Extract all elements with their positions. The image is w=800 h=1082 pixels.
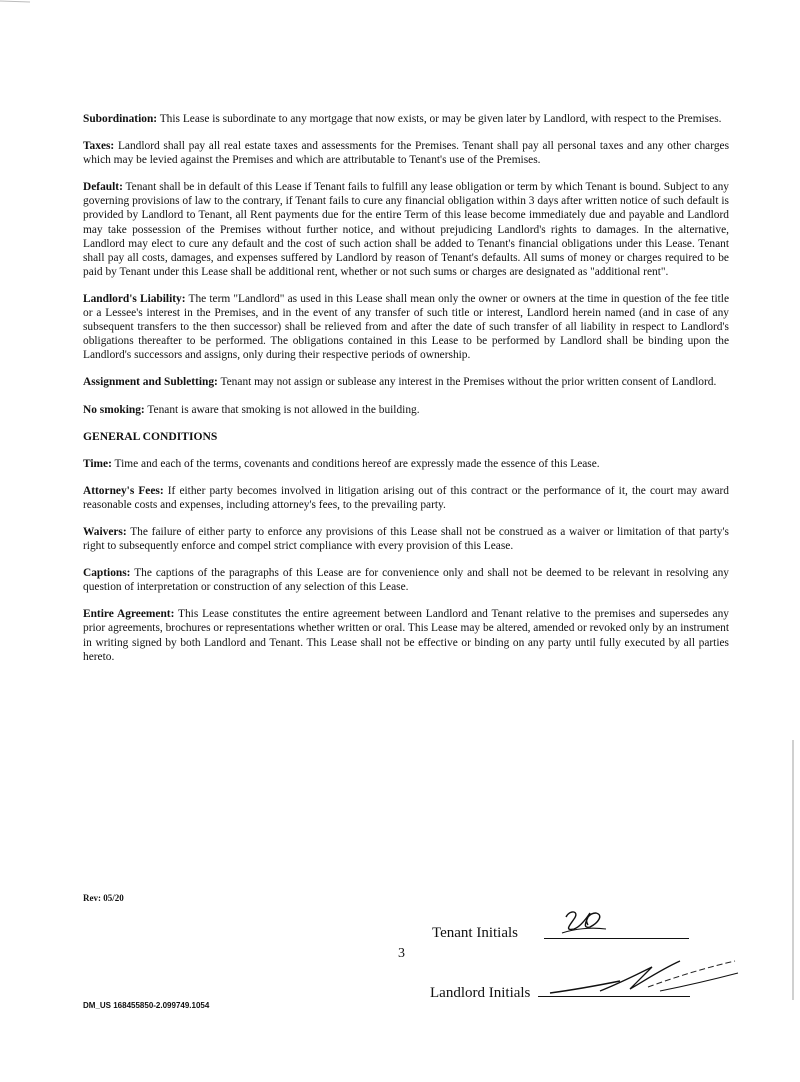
page-number: 3 xyxy=(398,946,405,961)
landlord-initials-label: Landlord Initials xyxy=(430,985,531,1001)
default-text: Tenant shall be in default of this Lease if Tenant fails to fulfill any lease obligation or term by which Tenant is bound. Subject to any governing provisions of law to the contrary, if Tenant fails to cure any financial obligation within 3 days after written notice of such default is provided by Landlord to Tenant, all Rent payments due for the entire Term of this lease become immediately due and payable and Landlord may take possession of the Premises without further notice, and without prejudicing Landlord's rights to damages. In the alternative, Landlord may elect to cure any default and the cost of such action shall be added to Tenant's financial obligations under this Lease. Tenant shall pay all costs, damages, and expenses suffered by Landlord by reason of Tenant's defaults. All sums of money or charges required to be paid by Tenant under this Lease shall be additional rent, whether or not such sums or charges are designated as "additional rent". xyxy=(83,181,729,278)
taxes-label: Taxes: xyxy=(83,140,115,153)
corner-mark xyxy=(0,0,40,8)
entire-agreement-text: This Lease constitutes the entire agreement between Landlord and Tenant relative to the premises and supersedes any prior agreements, brochures or representations whether written or oral. This Lease may be altered, amended or revoked only by an instrument in writing signed by both Landlord and Tenant. This Lease shall not be effective or binding on any party until fully executed by all parties hereto. xyxy=(83,608,729,663)
time-text: Time and each of the terms, covenants and conditions hereof are expressly made the essence of this Lease. xyxy=(111,457,600,470)
default-paragraph xyxy=(83,180,729,279)
landlord-liability-label: Landlord's Liability: xyxy=(83,292,186,305)
landlord-liability-paragraph xyxy=(83,292,729,362)
taxes-paragraph xyxy=(83,139,729,167)
entire-agreement-label: Entire Agreement: xyxy=(83,608,175,621)
waivers-text: The failure of either party to enforce any provisions of this Lease shall not be construed as a waiver or limitation of that party's right to subsequently enforce and compel strict compliance with every provision of this Lease. xyxy=(83,525,729,553)
assignment-paragraph xyxy=(83,375,729,389)
no-smoking-label: No smoking: xyxy=(83,403,145,416)
waivers-paragraph xyxy=(83,525,729,553)
tenant-initials-signature xyxy=(560,905,610,941)
captions-text: The captions of the paragraphs of this Lease are for convenience only and shall not be deemed to be relevant in resolving any question of interpretation or construction of any selection of this Lease. xyxy=(83,567,729,594)
captions-label: Captions: xyxy=(83,567,131,580)
assignment-label: Assignment and Subletting: xyxy=(83,376,218,389)
waivers-label: Waivers: xyxy=(83,525,127,538)
time-label: Time: xyxy=(83,457,112,470)
no-smoking-text: Tenant is aware that smoking is not allowed in the building. xyxy=(144,403,420,416)
entire-agreement-paragraph xyxy=(83,607,729,663)
time-paragraph xyxy=(83,457,729,471)
document-id: DM_US 168455850-2.099749.1054 xyxy=(83,1001,210,1010)
scrollbar[interactable] xyxy=(792,740,794,1000)
revision-label: Rev: 05/20 xyxy=(83,893,124,903)
captions-paragraph xyxy=(83,566,729,594)
attorney-fees-text: If either party becomes involved in litigation arising out of this contract or the performance of it, the court may award reasonable costs and expenses, including attorney's fees, to the prevailing party. xyxy=(83,484,730,511)
subordination-paragraph xyxy=(83,112,729,126)
assignment-text: Tenant may not assign or sublease any interest in the Premises without the prior written consent of Landlord. xyxy=(217,376,717,389)
taxes-text: Landlord shall pay all real estate taxes and assessments for the Premises. Tenant shall pay all personal taxes and any other charges which may be levied against the Premises and which are attributable to Tenant's use of the Premises. xyxy=(83,140,729,167)
general-conditions-heading: GENERAL CONDITIONS xyxy=(83,429,218,443)
attorney-fees-paragraph xyxy=(83,484,729,512)
default-label: Default: xyxy=(83,181,123,194)
subordination-label: Subordination: xyxy=(83,113,158,125)
landlord-liability-text: The term "Landlord" as used in this Lease shall mean only the owner or owners at the time in question of the fee title or a Lessee's interest in the Premises, and in the event of any transfer of such title or interest, Landlord herein named (and in case of any subsequent transfers to the then successor) shall be relieved from and after the date of such transfer of all liability in respect to Landlord's obligations thereafter to be performed. The obligations contained in this Lease to be performed by Landlord shall be binding upon the Landlord's successors and assigns, only during their respective periods of ownership. xyxy=(83,292,730,362)
no-smoking-paragraph xyxy=(83,403,729,417)
tenant-initials-label: Tenant Initials xyxy=(432,925,519,941)
lease-body xyxy=(83,112,729,677)
attorney-fees-label: Attorney's Fees: xyxy=(83,484,164,497)
landlord-initials-signature xyxy=(540,955,740,1000)
subordination-text: This Lease is subordinate to any mortgage that now exists, or may be given later by Landlord, with respect to the Premises. xyxy=(157,113,722,125)
